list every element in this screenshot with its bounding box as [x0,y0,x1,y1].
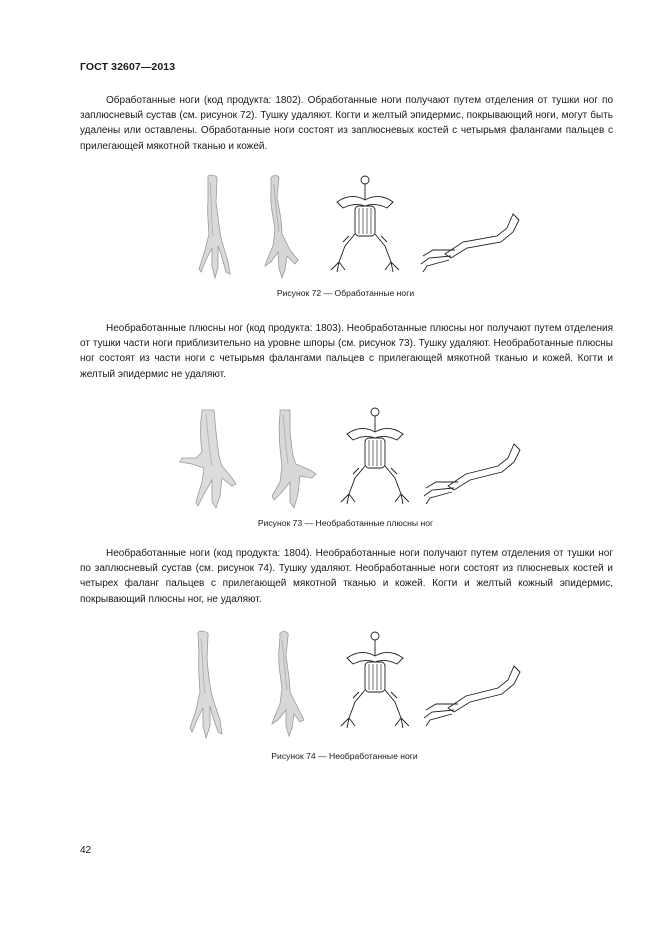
leg-bone-diagram-icon [418,628,528,736]
chicken-foot-photo-icon [255,172,305,280]
leg-bone-diagram-icon [415,172,525,280]
paragraph-1803: Необработанные плюсны ног (код продукта: 1803). Необработанные плюсны ног получают путем отделения от тушки части ноги приблизительно на уровне шпоры (см. рисунок 73). Тушку удаляют. Необработанные плюсны ног состоят из части ноги с четырьмя фалангами пальцев с прилегающей мякотной тканью и кожей. Когти и желтый эпидермис не удаляют. [80,323,613,380]
chicken-foot-photo-icon [188,172,238,280]
figure-72 [170,172,530,280]
chicken-foot-photo-icon [178,404,238,512]
paragraph-1802: Обработанные ноги (код продукта: 1802). Обработанные ноги получают путем отделения от тушки ног по заплюсневый сустав (см. рисунок 72). Тушку удаляют. Когти и желтый эпидермис, покрывающий ноги, могут быть удалены или оставлены. Обработанные ноги состоят из заплюсневых костей с четырьмя фалангами пальцев с прилегающей мякотной тканью и кожей. [80,95,613,152]
chicken-foot-photo-icon [180,628,230,740]
paragraph-1804: Необработанные ноги (код продукта: 1804). Необработанные ноги получают путем отделения от тушки ног по заплюсневый сустав (см. рисунок 74). Тушку удаляют. Необработанные ноги состоят из плюсневых костей и четырех фаланг пальцев с прилегающей мякотной тканью и кожей. Когти и желтый кожный эпидермис, покрывающий плюсны ног, не удаляют. [80,548,613,605]
figure-74 [170,628,530,740]
leg-bone-diagram-icon [418,404,528,512]
figure-73-caption: Рисунок 73 — Необработанные плюсны ног [257,518,434,528]
page-number: 42 [80,845,92,856]
document-header: ГОСТ 32607—2013 [80,61,176,73]
figure-74-caption: Рисунок 74 — Необработанные ноги [271,751,418,761]
chicken-foot-photo-icon [260,404,320,512]
figure-73 [170,404,530,512]
chicken-skeleton-diagram-icon [335,404,415,512]
chicken-foot-photo-icon [262,628,312,740]
chicken-skeleton-diagram-icon [325,172,405,280]
figure-72-caption: Рисунок 72 — Обработанные ноги [276,288,415,298]
chicken-skeleton-diagram-icon [335,628,415,736]
